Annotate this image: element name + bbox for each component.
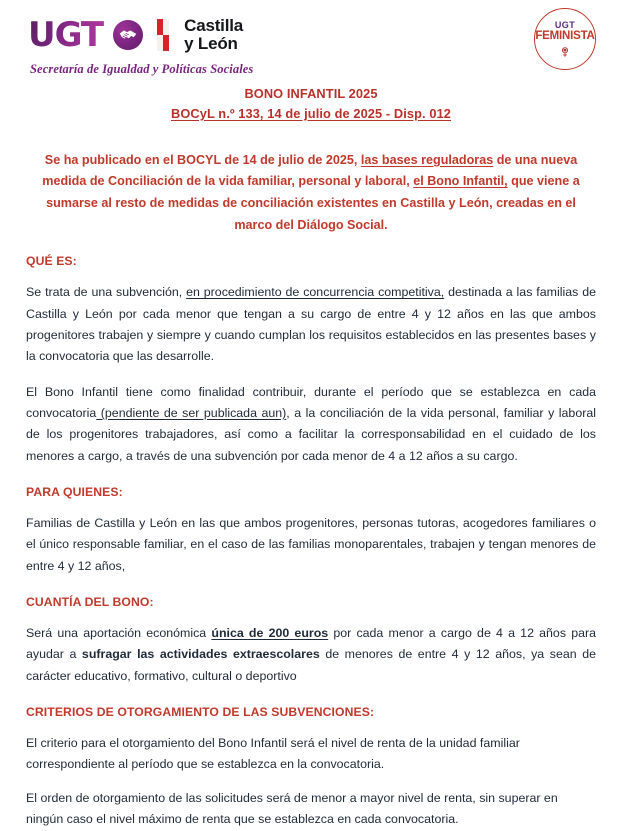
para-underline-concurrencia-competitiva: en procedimiento de concurrencia competitiva, [186, 285, 445, 300]
para-underline-pendiente-publicada: (pendiente de ser publicada aun) [96, 405, 287, 420]
feminista-badge-label: FEMINISTA [535, 30, 595, 43]
document-title-block [0, 84, 622, 124]
region-name-line2: y León [184, 34, 238, 53]
section-criterios-otorgamiento [26, 705, 596, 831]
ugt-feminista-badge [534, 8, 596, 70]
section-cuantia-paragraph-1 [26, 623, 596, 687]
para-text-2a: El Bono Infantil tiene como finalidad contribuir, durante el período que se establezca en cada convocatoria [26, 384, 596, 420]
para-text-4a: Será una aportación económica [26, 625, 212, 640]
intro-paragraph [26, 150, 596, 237]
para-text-4c: de menores de entre 4 y 12 años, ya sean de carácter educativo, formativo, cultural o deportivo [26, 647, 596, 683]
handshake-icon [113, 20, 143, 50]
intro-text-part2: de una nueva medida de Conciliación de la vida familiar, personal y laboral, [42, 152, 578, 189]
para-text-6a: El orden de otorgamiento de las solicitudes será de menor a mayor nivel de renta, sin superar en ningún caso el nivel máximo de renta que se establezca en cada convocatoria. [26, 790, 558, 827]
para-text-2b: , a la conciliación de la vida personal, familiar y laboral de los progenitores trabajadores, así como a facilitar la corresponsabilidad en el cuidado de los menores a cargo, a través de una subvención por cada menor de 4 a 12 años a su cargo. [26, 405, 596, 463]
ugt-wordmark: UGT [28, 15, 104, 55]
section-para-quienes [26, 485, 596, 577]
document-header [0, 0, 622, 82]
section-heading-para-quienes: PARA QUIENES: [26, 484, 123, 499]
para-emphasis-unica-200-euros: única de 200 euros [211, 625, 329, 640]
castilla-y-leon-flag-icon [157, 19, 169, 51]
raised-fist-venus-icon [558, 45, 572, 59]
intro-underline-bono-infantil: el Bono Infantil, [413, 174, 508, 189]
intro-text-part1: Se ha publicado en el BOCYL de 14 de julio de 2025, [44, 152, 361, 167]
section-criterios-paragraph-2 [26, 788, 596, 831]
section-que-es-paragraph-2 [26, 382, 596, 467]
para-text-5a: El criterio para el otorgamiento del Bono Infantil será el nivel de renta de la unidad familiar correspondiente al período que se establezca en la convocatoria. [26, 735, 520, 772]
intro-underline-bases-reguladoras: las bases reguladoras [360, 152, 494, 167]
para-text-3a: Familias de Castilla y León en las que ambos progenitores, personas tutoras, acogedores familiares o el único responsable familiar, en el caso de las familias monoparentales, trabajen y tengan menores de entre 4 y 12 años, [26, 515, 596, 573]
page-subtitle: BOCyL n.º 133, 14 de julio de 2025 - Disp. 012 [170, 105, 451, 121]
secretaria-subtitle: Secretaría de Igualdad y Políticas Sociales [30, 62, 254, 76]
section-heading-cuantia-del-bono: CUANTÍA DEL BONO: [26, 594, 154, 609]
section-criterios-paragraph-1 [26, 733, 596, 776]
page-title: BONO INFANTIL 2025 [244, 86, 378, 101]
region-name-line1: Castilla [184, 16, 243, 36]
section-para-quienes-paragraph-1 [26, 513, 596, 577]
para-text-4b: por cada menor a cargo de 4 a 12 años para ayudar a [26, 625, 596, 662]
para-emphasis-actividades-extraescolares: sufragar las actividades extraescolares [81, 647, 320, 662]
feminista-badge-top-label: UGT [554, 20, 576, 31]
section-heading-que-es: QUÉ ES: [26, 254, 77, 269]
section-cuantia-del-bono [26, 595, 596, 687]
section-que-es [26, 254, 596, 467]
region-name [184, 17, 243, 52]
intro-text-part3: que viene a sumarse al resto de medidas de conciliación existentes en Castilla y León, creadas en el marco del Diálogo Social. [46, 174, 580, 232]
document-body [26, 254, 596, 830]
para-text-1a: Se trata de una subvención, [26, 285, 187, 300]
section-que-es-paragraph-1 [26, 282, 596, 367]
section-heading-criterios-otorgamiento: CRITERIOS DE OTORGAMIENTO DE LAS SUBVENCIONES: [26, 704, 375, 719]
para-text-1b: destinada a las familias de Castilla y León por cada menor que tengan a su cargo de entre 4 y 12 años en las que ambos progenitores trabajen y siempre y cuando cumplan los requisitos establecidos en las presentes bases y la convocatoria que las desarrolle. [26, 285, 596, 364]
brand-lockup [28, 12, 608, 58]
